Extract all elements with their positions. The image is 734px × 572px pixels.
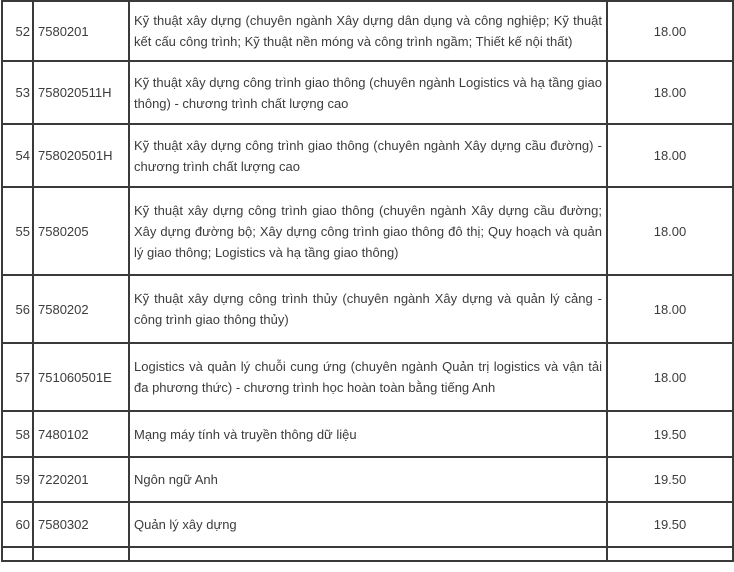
partial-cell <box>33 547 129 561</box>
row-number-cell: 60 <box>2 502 33 547</box>
row-number-cell: 55 <box>2 187 33 275</box>
row-number-cell: 59 <box>2 457 33 502</box>
benchmark-score-cell: 19.50 <box>607 457 733 502</box>
benchmark-score-cell: 18.00 <box>607 275 733 343</box>
major-name-cell: Kỹ thuật xây dựng công trình thủy (chuyên ngành Xây dựng và quản lý cảng - công trình giao thông thủy) <box>129 275 607 343</box>
major-code-cell: 7580205 <box>33 187 129 275</box>
table-row <box>2 411 733 457</box>
benchmark-score-cell: 18.00 <box>607 61 733 124</box>
score-table-body <box>2 0 733 561</box>
benchmark-score-cell: 19.50 <box>607 502 733 547</box>
major-name-cell: Kỹ thuật xây dựng công trình giao thông (chuyên ngành Xây dựng cầu đường; Xây dựng đường bộ; Xây dựng công trình giao thông đô thị; Quy hoạch và quản lý giao thông; Logistics và hạ tầng giao thông) <box>129 187 607 275</box>
table-row <box>2 457 733 502</box>
partial-cell <box>2 547 33 561</box>
benchmark-score-cell: 18.00 <box>607 343 733 411</box>
major-code-cell: 758020511H <box>33 61 129 124</box>
major-code-cell: 7480102 <box>33 411 129 457</box>
major-code-cell: 7220201 <box>33 457 129 502</box>
major-code-cell: 7580201 <box>33 1 129 61</box>
table-row <box>2 502 733 547</box>
major-name-cell: Kỹ thuật xây dựng (chuyên ngành Xây dựng dân dụng và công nghiệp; Kỹ thuật kết cấu công trình; Kỹ thuật nền móng và công trình ngầm; Thiết kế nội thất) <box>129 1 607 61</box>
table-row <box>2 275 733 343</box>
row-number-cell: 53 <box>2 61 33 124</box>
major-name-cell: Ngôn ngữ Anh <box>129 457 607 502</box>
major-name-cell: Kỹ thuật xây dựng công trình giao thông (chuyên ngành Logistics và hạ tầng giao thông) - chương trình chất lượng cao <box>129 61 607 124</box>
major-name-cell: Mạng máy tính và truyền thông dữ liệu <box>129 411 607 457</box>
row-number-cell: 52 <box>2 1 33 61</box>
admission-scores-table <box>1 0 734 562</box>
row-number-cell: 58 <box>2 411 33 457</box>
table-row <box>2 187 733 275</box>
major-code-cell: 7580202 <box>33 275 129 343</box>
benchmark-score-cell: 18.00 <box>607 124 733 187</box>
partial-cell <box>129 547 607 561</box>
major-code-cell: 758020501H <box>33 124 129 187</box>
table-row <box>2 1 733 61</box>
row-number-cell: 56 <box>2 275 33 343</box>
row-number-cell: 54 <box>2 124 33 187</box>
major-name-cell: Quản lý xây dựng <box>129 502 607 547</box>
major-name-cell: Kỹ thuật xây dựng công trình giao thông (chuyên ngành Xây dựng cầu đường) - chương trình chất lượng cao <box>129 124 607 187</box>
benchmark-score-cell: 19.50 <box>607 411 733 457</box>
major-code-cell: 751060501E <box>33 343 129 411</box>
table-row <box>2 124 733 187</box>
major-code-cell: 7580302 <box>33 502 129 547</box>
partial-row-bottom <box>2 547 733 561</box>
row-number-cell: 57 <box>2 343 33 411</box>
table-row <box>2 343 733 411</box>
benchmark-score-cell: 18.00 <box>607 187 733 275</box>
benchmark-score-cell: 18.00 <box>607 1 733 61</box>
table-row <box>2 61 733 124</box>
major-name-cell: Logistics và quản lý chuỗi cung ứng (chuyên ngành Quản trị logistics và vận tải đa phương thức) - chương trình học hoàn toàn bằng tiếng Anh <box>129 343 607 411</box>
partial-cell <box>607 547 733 561</box>
